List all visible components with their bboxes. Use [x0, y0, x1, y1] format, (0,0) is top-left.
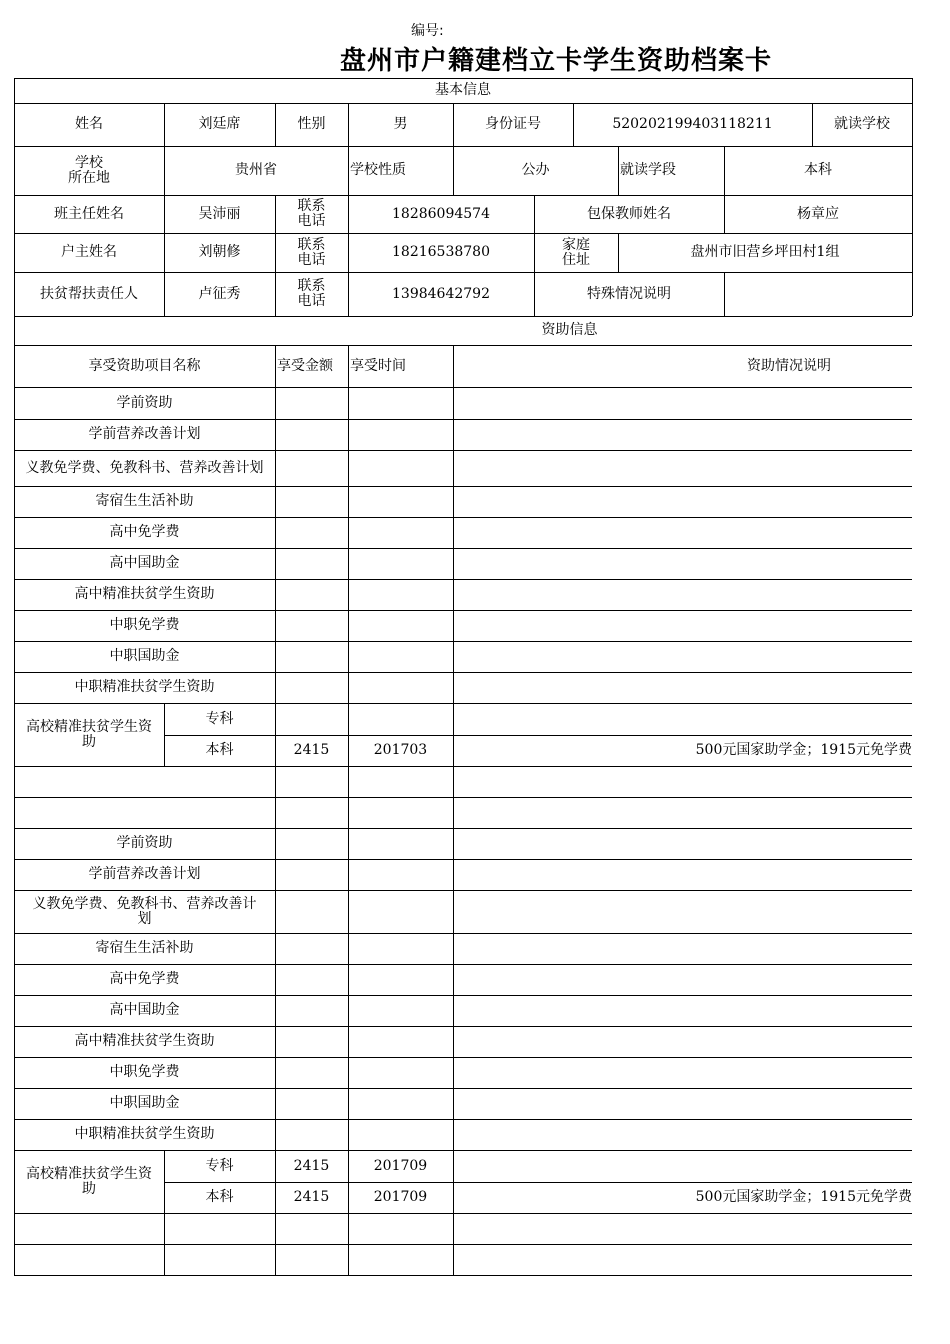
aid-item-name: 学前营养改善计划	[88, 426, 201, 442]
grid-line	[275, 995, 276, 1026]
aid-item-amount	[275, 419, 348, 450]
aid-item-desc	[453, 548, 918, 579]
aid-item-amount	[275, 933, 348, 964]
aid-item-desc	[453, 387, 918, 419]
aid-item-amount	[275, 610, 348, 641]
teacher-label: 班主任姓名	[54, 205, 124, 222]
grid-line	[348, 859, 349, 890]
aid-item-name: 高中免学费	[109, 524, 180, 540]
grid-line	[453, 1026, 454, 1057]
grid-line	[275, 579, 276, 610]
aid-item-name: 中职精准扶贫学生资助	[74, 1126, 215, 1142]
grid-line	[275, 672, 276, 703]
id-value: 520202199403118211	[612, 116, 773, 132]
grid-line	[14, 1275, 912, 1276]
grid-line	[453, 672, 454, 703]
college-aid-time: 201709	[373, 1157, 428, 1174]
grid-line	[275, 1119, 276, 1150]
aid-item-name: 学前资助	[116, 835, 173, 851]
aid-item-time	[348, 1088, 453, 1119]
grid-line	[275, 859, 276, 890]
section-title-aid: 资助信息	[541, 322, 598, 338]
aid-item-amount	[275, 486, 348, 517]
teacher-value: 吴沛丽	[198, 205, 241, 222]
aid-item-desc	[453, 859, 918, 890]
aid-item-time	[348, 517, 453, 548]
aid-item-desc	[453, 450, 918, 486]
aid-item-amount	[275, 641, 348, 672]
grid-line	[164, 1213, 165, 1275]
householder-phone-label: 联系 电话	[297, 236, 326, 268]
aid-item-time	[348, 995, 453, 1026]
aid-item-time	[348, 828, 453, 859]
grid-line	[348, 995, 349, 1026]
college-aid-sub: 专科	[205, 710, 234, 727]
col-amount-header: 享受金额	[277, 357, 333, 374]
aid-item-desc	[453, 579, 918, 610]
aid-item-amount	[275, 890, 348, 933]
aid-item-time	[348, 450, 453, 486]
grid-line	[348, 766, 349, 828]
grid-line	[348, 486, 349, 517]
grid-line	[453, 387, 454, 419]
aid-item-desc	[453, 672, 918, 703]
aid-item-desc	[453, 890, 918, 933]
aid-item-desc	[453, 419, 918, 450]
grid-line	[348, 1026, 349, 1057]
grid-line	[348, 933, 349, 964]
grid-line	[275, 933, 276, 964]
grid-line	[275, 828, 276, 859]
grid-line	[453, 486, 454, 517]
name-label: 姓名	[75, 116, 103, 132]
grid-line	[275, 1057, 276, 1088]
aid-item-time	[348, 610, 453, 641]
grid-line	[348, 610, 349, 641]
grid-line	[275, 387, 276, 419]
aid-item-amount	[275, 995, 348, 1026]
college-aid-label: 高校精准扶贫学生资 助	[26, 718, 152, 750]
aid-item-desc	[453, 995, 918, 1026]
grid-line	[275, 486, 276, 517]
grid-line	[453, 1088, 454, 1119]
grid-line	[912, 78, 913, 103]
grid-line	[453, 766, 454, 828]
grid-line	[453, 641, 454, 672]
aid-item-time	[348, 548, 453, 579]
id-label: 身份证号	[485, 116, 541, 132]
school-type-value: 公办	[521, 162, 550, 178]
school-type-label: 学校性质	[350, 162, 406, 178]
aid-item-amount	[275, 579, 348, 610]
aid-item-amount	[275, 548, 348, 579]
aid-item-amount	[275, 517, 348, 548]
grid-line	[348, 387, 349, 419]
grid-line	[348, 1057, 349, 1088]
aid-item-name: 高中国助金	[109, 555, 180, 571]
aid-item-name: 义教免学费、免教科书、营养改善计划	[25, 459, 264, 476]
aid-item-amount	[275, 964, 348, 995]
grid-line	[348, 548, 349, 579]
aid-item-amount	[275, 672, 348, 703]
gender-value: 男	[393, 116, 408, 132]
page-title: 盘州市户籍建档立卡学生资助档案卡	[340, 46, 773, 76]
grid-line	[348, 890, 349, 933]
teacher-phone-label: 联系 电话	[297, 198, 326, 229]
grid-line	[453, 1057, 454, 1088]
aid-item-time	[348, 890, 453, 933]
grid-line	[453, 890, 454, 933]
grid-line	[453, 859, 454, 890]
college-aid-desc: 500元国家助学金；1915元免学费	[695, 742, 912, 758]
householder-label: 户主姓名	[61, 244, 117, 260]
grid-line	[275, 517, 276, 548]
college-aid-desc: 500元国家助学金；1915元免学费	[695, 1189, 912, 1205]
aid-item-time	[348, 486, 453, 517]
grid-line	[14, 1213, 912, 1214]
gender-label: 性别	[297, 116, 326, 132]
aid-item-amount	[275, 859, 348, 890]
college-aid-time	[348, 703, 453, 735]
address-label: 家庭 住址	[562, 236, 590, 268]
aid-item-name: 高中国助金	[109, 1002, 180, 1018]
grid-line	[348, 579, 349, 610]
col-desc-header: 资助情况说明	[747, 357, 831, 374]
grid-line	[453, 419, 454, 450]
college-aid-sub: 本科	[205, 1189, 234, 1205]
college-aid-sub: 本科	[205, 742, 234, 758]
grid-line	[348, 450, 349, 486]
poverty-officer-phone-value: 13984642792	[392, 285, 490, 302]
col-project-header: 享受资助项目名称	[88, 357, 201, 374]
aid-item-name: 义教免学费、免教科书、营养改善计 划	[32, 895, 257, 927]
college-aid-label: 高校精准扶贫学生资 助	[26, 1165, 152, 1197]
aid-item-desc	[453, 1026, 918, 1057]
college-aid-amount: 2415	[293, 1157, 330, 1174]
aid-item-time	[348, 641, 453, 672]
grid-line	[275, 450, 276, 486]
aid-item-desc	[453, 933, 918, 964]
grid-line	[912, 233, 913, 272]
grid-line	[275, 766, 276, 828]
grid-line	[275, 419, 276, 450]
aid-item-amount	[275, 1119, 348, 1150]
grid-line	[912, 272, 913, 316]
aid-item-time	[348, 1119, 453, 1150]
grid-line	[912, 103, 913, 146]
grid-line	[453, 610, 454, 641]
grid-line	[453, 933, 454, 964]
aid-item-desc	[453, 517, 918, 548]
aid-item-desc	[453, 1119, 918, 1150]
section-title-basic: 基本信息	[435, 82, 491, 98]
grid-line	[348, 1213, 349, 1275]
aid-item-desc	[453, 610, 918, 641]
guarantee-teacher-label: 包保教师姓名	[587, 205, 671, 222]
poverty-officer-label: 扶贫帮扶责任人	[40, 285, 138, 302]
grid-line	[453, 517, 454, 548]
grid-line	[14, 766, 912, 767]
aid-item-desc	[453, 1088, 918, 1119]
poverty-officer-phone-label: 联系 电话	[297, 278, 326, 309]
aid-item-name: 学前营养改善计划	[88, 866, 201, 882]
aid-item-name: 高中精准扶贫学生资助	[74, 586, 215, 602]
college-aid-amount: 2415	[293, 1189, 330, 1205]
aid-item-name: 中职国助金	[109, 1095, 180, 1111]
grid-line	[912, 195, 913, 233]
stage-value: 本科	[804, 162, 832, 178]
grid-line	[275, 1213, 276, 1275]
aid-item-desc	[453, 486, 918, 517]
aid-item-desc	[453, 828, 918, 859]
grid-line	[275, 1088, 276, 1119]
grid-line	[453, 964, 454, 995]
aid-item-time	[348, 1026, 453, 1057]
school-location-label: 学校 所在地	[68, 154, 110, 186]
aid-item-desc	[453, 1057, 918, 1088]
aid-item-desc	[453, 641, 918, 672]
grid-line	[453, 579, 454, 610]
aid-item-name: 寄宿生生活补助	[95, 940, 194, 956]
aid-item-name: 中职精准扶贫学生资助	[74, 679, 215, 695]
grid-line	[275, 641, 276, 672]
grid-line	[348, 672, 349, 703]
grid-line	[275, 1026, 276, 1057]
grid-line	[453, 828, 454, 859]
address-value: 盘州市旧营乡坪田村1组	[690, 244, 840, 260]
aid-item-name: 中职免学费	[109, 1064, 180, 1080]
grid-line	[348, 1088, 349, 1119]
aid-item-desc	[453, 964, 918, 995]
grid-line	[453, 1119, 454, 1150]
college-aid-time: 201709	[373, 1189, 428, 1205]
teacher-phone-value: 18286094574	[392, 205, 490, 222]
college-aid-time: 201703	[373, 742, 428, 758]
grid-line	[275, 610, 276, 641]
poverty-officer-value: 卢征秀	[198, 285, 241, 302]
aid-item-amount	[275, 387, 348, 419]
aid-item-amount	[275, 1088, 348, 1119]
guarantee-teacher-value: 杨章应	[797, 205, 839, 222]
grid-line	[912, 146, 913, 195]
grid-line	[348, 641, 349, 672]
grid-line	[275, 548, 276, 579]
aid-item-name: 高中免学费	[109, 971, 180, 987]
grid-line	[14, 797, 912, 798]
aid-item-time	[348, 672, 453, 703]
grid-line	[348, 828, 349, 859]
name-value: 刘廷席	[198, 116, 241, 132]
serial-number-label: 编号:	[411, 23, 444, 39]
householder-phone-value: 18216538780	[392, 244, 490, 260]
school-label: 就读学校	[834, 116, 890, 132]
special-label: 特殊情况说明	[587, 285, 671, 302]
college-aid-desc	[453, 1150, 918, 1182]
aid-item-time	[348, 387, 453, 419]
aid-item-name: 寄宿生生活补助	[95, 493, 194, 509]
aid-item-time	[348, 859, 453, 890]
school-location-value: 贵州省	[235, 162, 277, 178]
grid-line	[348, 345, 349, 387]
grid-line	[275, 890, 276, 933]
college-aid-amount: 2415	[293, 742, 330, 758]
grid-line	[348, 517, 349, 548]
aid-item-time	[348, 1057, 453, 1088]
grid-line	[453, 1213, 454, 1275]
grid-line	[453, 548, 454, 579]
college-aid-sub: 专科	[205, 1157, 234, 1174]
aid-item-name: 中职国助金	[109, 648, 180, 664]
grid-line	[348, 419, 349, 450]
grid-line	[348, 1119, 349, 1150]
special-value	[724, 272, 912, 316]
aid-item-amount	[275, 1057, 348, 1088]
aid-item-name: 中职免学费	[109, 617, 180, 633]
grid-line	[275, 345, 276, 387]
aid-item-time	[348, 579, 453, 610]
aid-item-amount	[275, 1026, 348, 1057]
aid-item-amount	[275, 450, 348, 486]
grid-line	[453, 450, 454, 486]
college-aid-desc	[453, 703, 918, 735]
aid-item-time	[348, 933, 453, 964]
householder-value: 刘朝修	[198, 244, 241, 260]
college-aid-amount	[275, 703, 348, 735]
aid-item-amount	[275, 828, 348, 859]
grid-line	[453, 995, 454, 1026]
grid-line	[453, 345, 454, 387]
grid-line	[275, 964, 276, 995]
stage-label: 就读学段	[620, 162, 676, 178]
grid-line	[14, 1244, 912, 1245]
aid-item-time	[348, 964, 453, 995]
col-time-header: 享受时间	[350, 357, 406, 374]
aid-item-name: 高中精准扶贫学生资助	[74, 1033, 215, 1049]
grid-line	[348, 964, 349, 995]
aid-item-name: 学前资助	[116, 394, 173, 411]
aid-item-time	[348, 419, 453, 450]
